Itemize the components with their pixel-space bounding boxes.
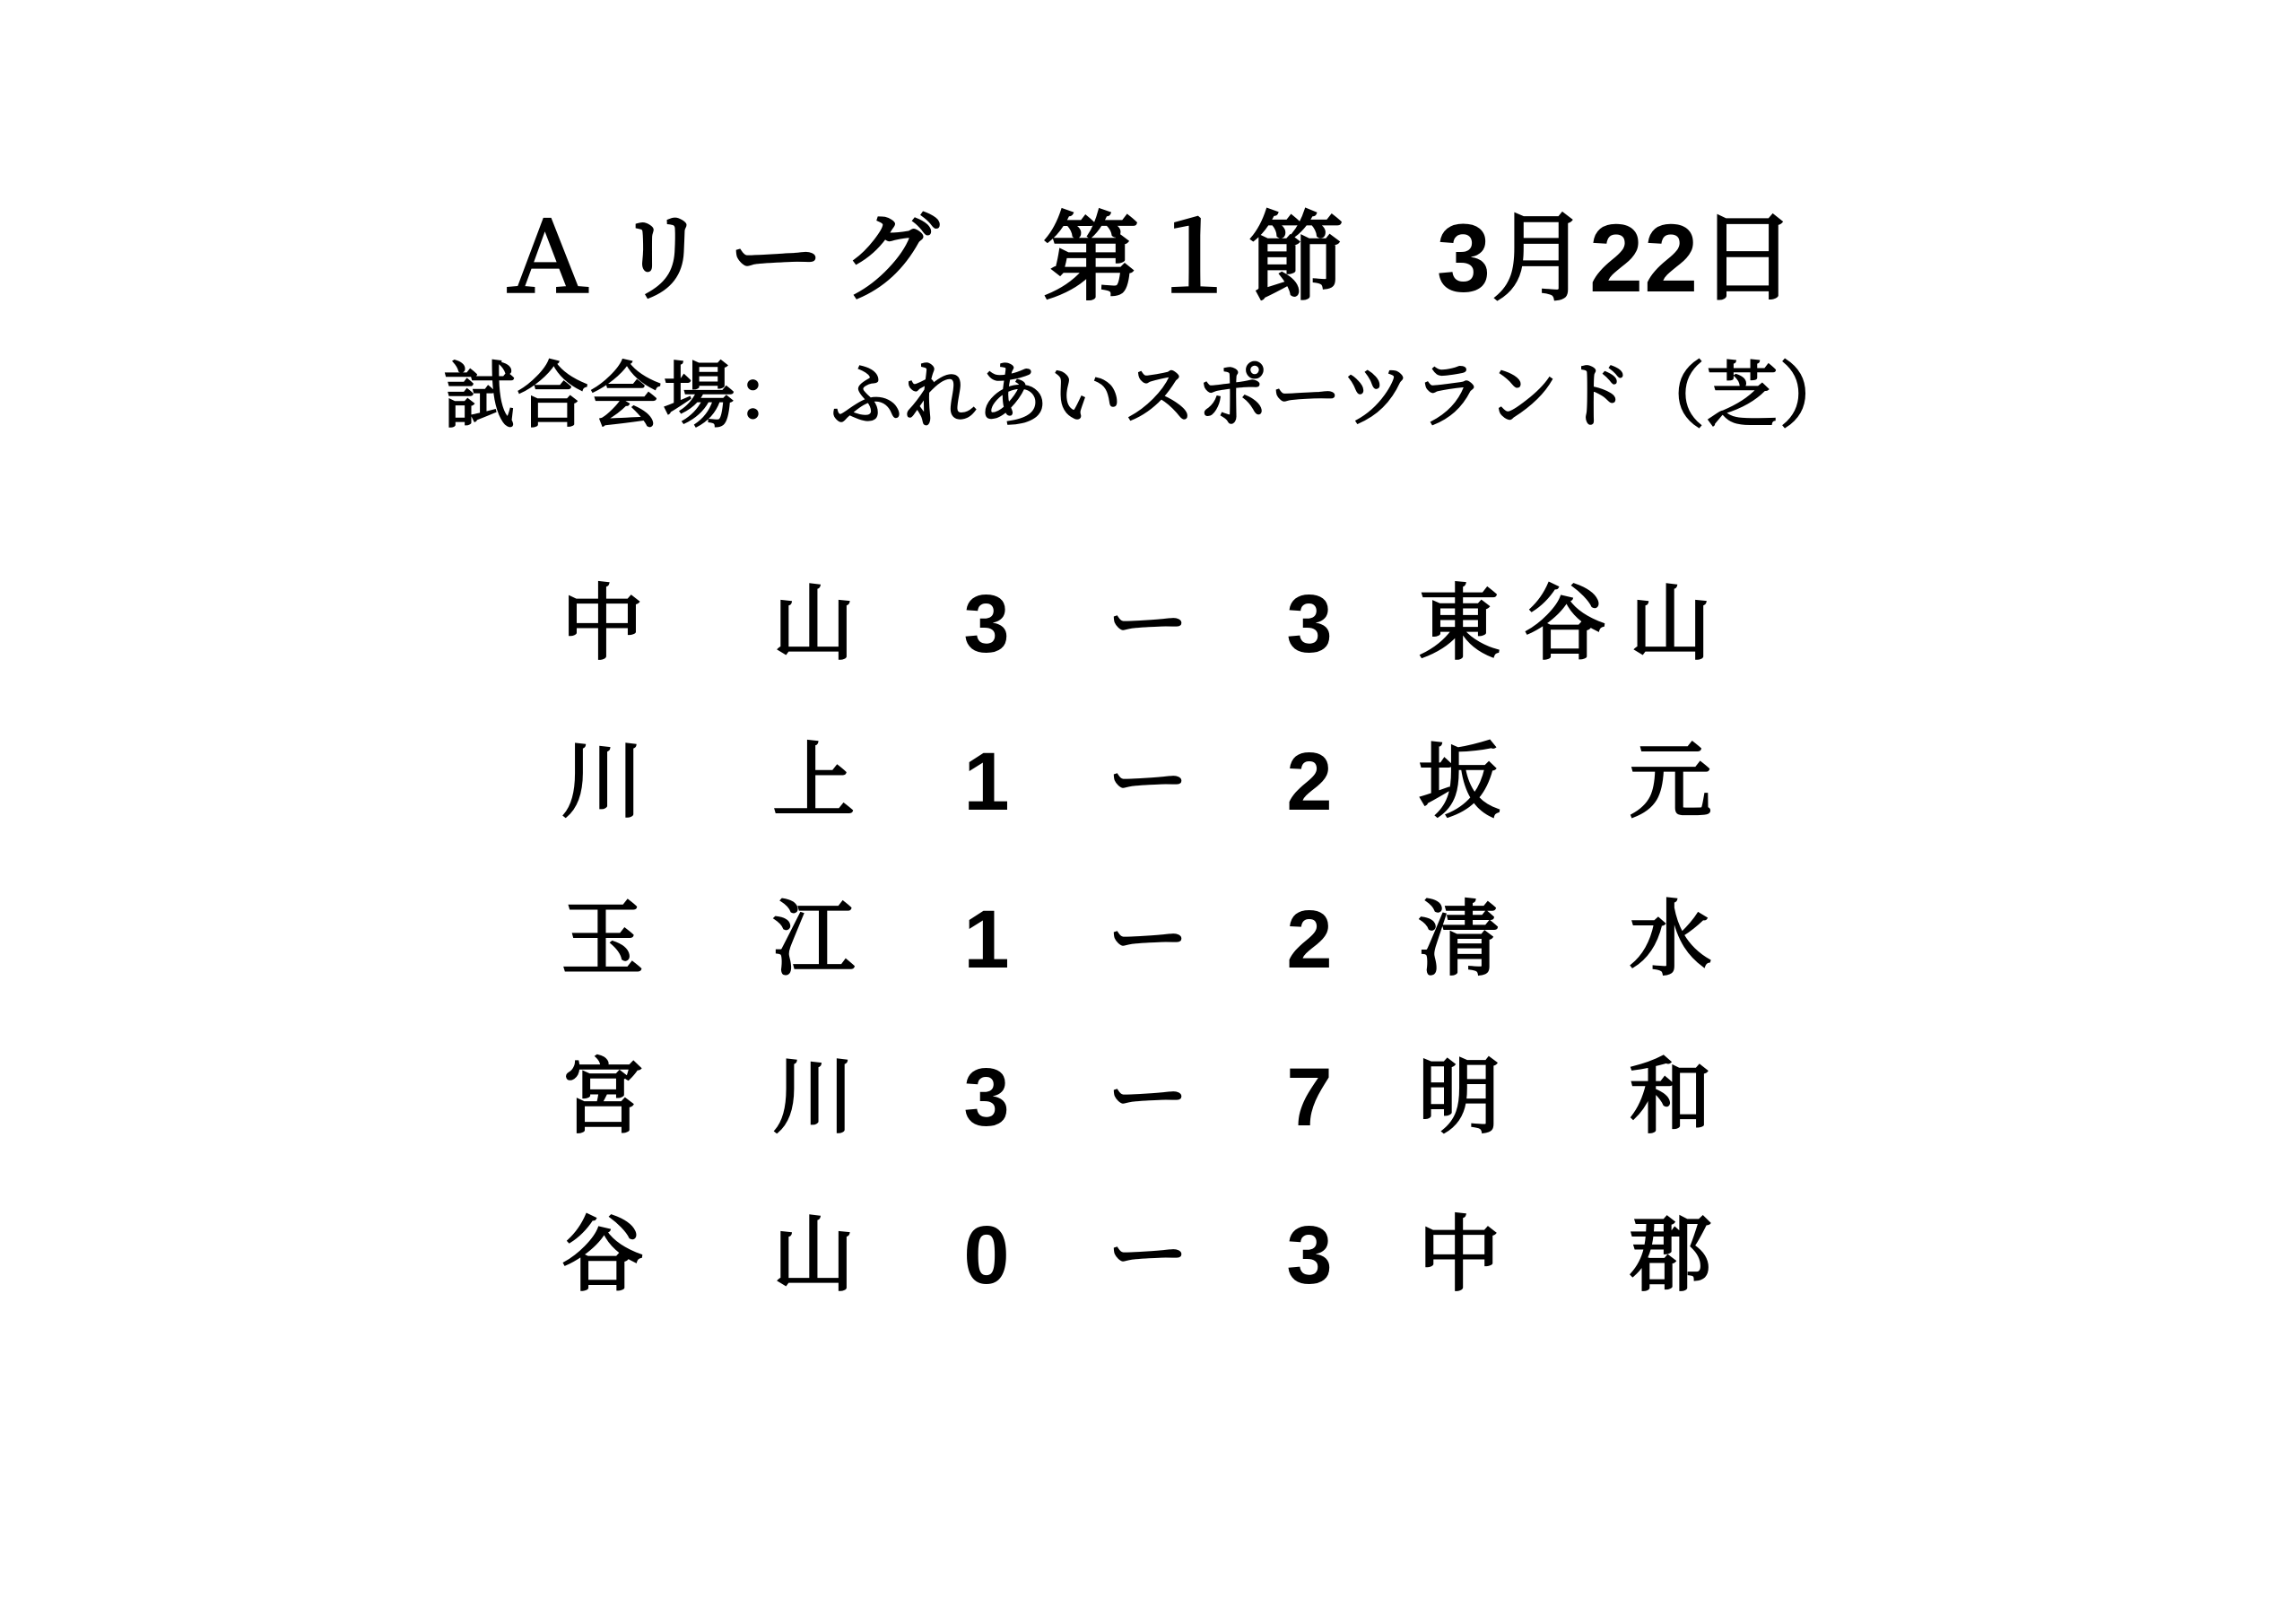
- home-team-name: 玉 江: [561, 894, 878, 985]
- score-separator-icon: ー: [1106, 736, 1189, 828]
- score-separator-icon: ー: [1106, 894, 1189, 985]
- away-team-name: 明 和: [1418, 1052, 1735, 1143]
- home-team-score: 3: [963, 1052, 1010, 1143]
- table-row: [0, 894, 2296, 985]
- away-team-score: 2: [1286, 894, 1333, 985]
- score-separator-icon: ー: [1106, 578, 1189, 670]
- match-date: 3月22日: [1436, 204, 1797, 312]
- away-team-name: 東谷山: [1418, 578, 1735, 670]
- home-team-name: 谷 山: [561, 1210, 878, 1301]
- score-separator-icon: ー: [1106, 1052, 1189, 1143]
- home-team-score: 3: [963, 578, 1010, 670]
- venue-label: 試合会場： ふれあいスポーツランド（芝）: [443, 355, 1853, 436]
- table-row: [0, 578, 2296, 670]
- document-header: [0, 206, 2296, 441]
- away-team-score: 3: [1286, 1210, 1333, 1301]
- home-team-score: 1: [963, 894, 1010, 985]
- away-team-score: 2: [1286, 736, 1333, 828]
- away-team-name: 中 郡: [1418, 1210, 1735, 1301]
- home-team-name: 中 山: [561, 578, 878, 670]
- table-row: [0, 1052, 2296, 1143]
- home-team-score: 1: [963, 736, 1010, 828]
- match-results-list: [0, 578, 2296, 1372]
- home-team-name: 宮 川: [561, 1052, 878, 1143]
- away-team-score: 7: [1286, 1052, 1333, 1143]
- away-team-name: 清 水: [1418, 894, 1735, 985]
- table-row: [0, 736, 2296, 828]
- away-team-score: 3: [1286, 578, 1333, 670]
- home-team-name: 川 上: [561, 736, 878, 828]
- league-name: Ａリーグ: [499, 204, 957, 312]
- round-label: 第１節: [1042, 204, 1351, 312]
- table-row: [0, 1210, 2296, 1301]
- score-separator-icon: ー: [1106, 1210, 1189, 1301]
- away-team-name: 坂 元: [1418, 736, 1735, 828]
- home-team-score: 0: [963, 1210, 1010, 1301]
- page-title: [0, 206, 2296, 311]
